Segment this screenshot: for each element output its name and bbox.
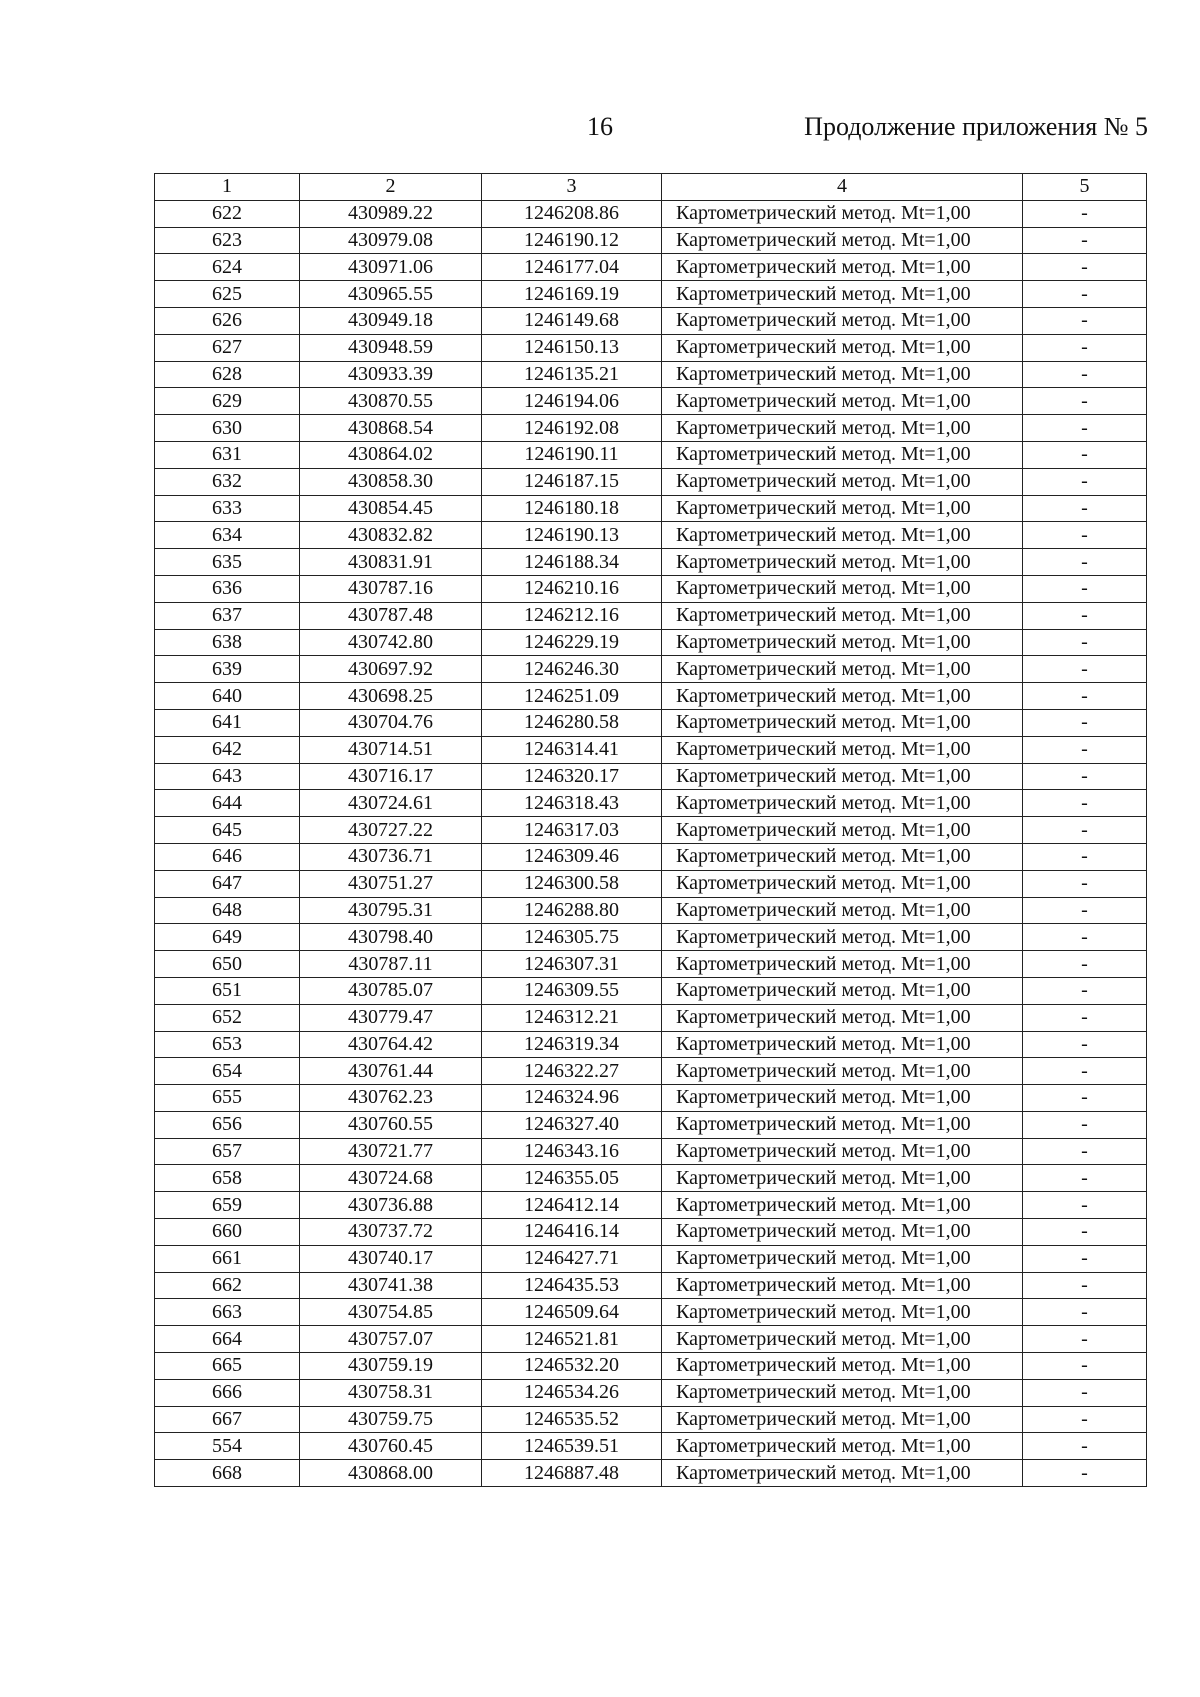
accuracy-note-cell: - [1023, 1353, 1147, 1380]
table-row [155, 870, 1147, 897]
point-number-cell: 634 [155, 522, 300, 549]
x-coordinate-cell: 430741.38 [300, 1272, 482, 1299]
table-row [155, 307, 1147, 334]
x-coordinate-cell: 430697.92 [300, 656, 482, 683]
point-number-cell: 645 [155, 817, 300, 844]
table-row [155, 1299, 1147, 1326]
point-number-cell: 554 [155, 1433, 300, 1460]
y-coordinate-cell: 1246317.03 [482, 817, 662, 844]
x-coordinate-cell: 430949.18 [300, 307, 482, 334]
method-cell: Картометрический метод. Mt=1,00 [662, 575, 1023, 602]
table-row [155, 897, 1147, 924]
method-cell: Картометрический метод. Mt=1,00 [662, 1379, 1023, 1406]
accuracy-note-cell: - [1023, 1138, 1147, 1165]
table-row [155, 1433, 1147, 1460]
method-cell: Картометрический метод. Mt=1,00 [662, 549, 1023, 576]
point-number-cell: 663 [155, 1299, 300, 1326]
method-cell: Картометрический метод. Mt=1,00 [662, 334, 1023, 361]
method-cell: Картометрический метод. Mt=1,00 [662, 1433, 1023, 1460]
point-number-cell: 651 [155, 977, 300, 1004]
accuracy-note-cell: - [1023, 1085, 1147, 1112]
accuracy-note-cell: - [1023, 281, 1147, 308]
method-cell: Картометрический метод. Mt=1,00 [662, 709, 1023, 736]
accuracy-note-cell: - [1023, 977, 1147, 1004]
point-number-cell: 636 [155, 575, 300, 602]
x-coordinate-cell: 430798.40 [300, 924, 482, 951]
y-coordinate-cell: 1246327.40 [482, 1111, 662, 1138]
point-number-cell: 637 [155, 602, 300, 629]
point-number-cell: 627 [155, 334, 300, 361]
y-coordinate-cell: 1246169.19 [482, 281, 662, 308]
method-cell: Картометрический метод. Mt=1,00 [662, 522, 1023, 549]
y-coordinate-cell: 1246320.17 [482, 763, 662, 790]
point-number-cell: 668 [155, 1460, 300, 1487]
accuracy-note-cell: - [1023, 227, 1147, 254]
y-coordinate-cell: 1246188.34 [482, 549, 662, 576]
y-coordinate-cell: 1246177.04 [482, 254, 662, 281]
point-number-cell: 643 [155, 763, 300, 790]
y-coordinate-cell: 1246532.20 [482, 1353, 662, 1380]
table-row [155, 1031, 1147, 1058]
method-cell: Картометрический метод. Mt=1,00 [662, 200, 1023, 227]
column-header: 4 [662, 174, 1023, 201]
method-cell: Картометрический метод. Mt=1,00 [662, 763, 1023, 790]
method-cell: Картометрический метод. Mt=1,00 [662, 1353, 1023, 1380]
method-cell: Картометрический метод. Mt=1,00 [662, 1460, 1023, 1487]
point-number-cell: 662 [155, 1272, 300, 1299]
method-cell: Картометрический метод. Mt=1,00 [662, 977, 1023, 1004]
column-header: 1 [155, 174, 300, 201]
x-coordinate-cell: 430736.88 [300, 1192, 482, 1219]
point-number-cell: 629 [155, 388, 300, 415]
y-coordinate-cell: 1246300.58 [482, 870, 662, 897]
x-coordinate-cell: 430759.75 [300, 1406, 482, 1433]
x-coordinate-cell: 430727.22 [300, 817, 482, 844]
table-row [155, 843, 1147, 870]
accuracy-note-cell: - [1023, 1219, 1147, 1246]
point-number-cell: 659 [155, 1192, 300, 1219]
x-coordinate-cell: 430831.91 [300, 549, 482, 576]
table-header-row [155, 174, 1147, 201]
table-row [155, 361, 1147, 388]
accuracy-note-cell: - [1023, 897, 1147, 924]
accuracy-note-cell: - [1023, 1004, 1147, 1031]
table-row [155, 1165, 1147, 1192]
x-coordinate-cell: 430787.11 [300, 951, 482, 978]
point-number-cell: 625 [155, 281, 300, 308]
x-coordinate-cell: 430971.06 [300, 254, 482, 281]
y-coordinate-cell: 1246210.16 [482, 575, 662, 602]
method-cell: Картометрический метод. Mt=1,00 [662, 1326, 1023, 1353]
table-row [155, 924, 1147, 951]
y-coordinate-cell: 1246318.43 [482, 790, 662, 817]
point-number-cell: 654 [155, 1058, 300, 1085]
accuracy-note-cell: - [1023, 361, 1147, 388]
y-coordinate-cell: 1246192.08 [482, 415, 662, 442]
table-header [155, 174, 1147, 201]
point-number-cell: 640 [155, 683, 300, 710]
accuracy-note-cell: - [1023, 602, 1147, 629]
table-row [155, 736, 1147, 763]
x-coordinate-cell: 430933.39 [300, 361, 482, 388]
point-number-cell: 646 [155, 843, 300, 870]
table-row [155, 1379, 1147, 1406]
table-row [155, 415, 1147, 442]
point-number-cell: 665 [155, 1353, 300, 1380]
y-coordinate-cell: 1246412.14 [482, 1192, 662, 1219]
table-row [155, 200, 1147, 227]
method-cell: Картометрический метод. Mt=1,00 [662, 1004, 1023, 1031]
x-coordinate-cell: 430758.31 [300, 1379, 482, 1406]
x-coordinate-cell: 430785.07 [300, 977, 482, 1004]
method-cell: Картометрический метод. Mt=1,00 [662, 281, 1023, 308]
y-coordinate-cell: 1246135.21 [482, 361, 662, 388]
method-cell: Картометрический метод. Mt=1,00 [662, 1058, 1023, 1085]
table-row [155, 951, 1147, 978]
method-cell: Картометрический метод. Mt=1,00 [662, 683, 1023, 710]
table-row [155, 1111, 1147, 1138]
accuracy-note-cell: - [1023, 388, 1147, 415]
x-coordinate-cell: 430979.08 [300, 227, 482, 254]
method-cell: Картометрический метод. Mt=1,00 [662, 468, 1023, 495]
point-number-cell: 658 [155, 1165, 300, 1192]
method-cell: Картометрический метод. Mt=1,00 [662, 817, 1023, 844]
accuracy-note-cell: - [1023, 1031, 1147, 1058]
y-coordinate-cell: 1246535.52 [482, 1406, 662, 1433]
x-coordinate-cell: 430754.85 [300, 1299, 482, 1326]
accuracy-note-cell: - [1023, 1272, 1147, 1299]
point-number-cell: 664 [155, 1326, 300, 1353]
x-coordinate-cell: 430721.77 [300, 1138, 482, 1165]
method-cell: Картометрический метод. Mt=1,00 [662, 736, 1023, 763]
x-coordinate-cell: 430795.31 [300, 897, 482, 924]
y-coordinate-cell: 1246190.11 [482, 441, 662, 468]
method-cell: Картометрический метод. Mt=1,00 [662, 227, 1023, 254]
y-coordinate-cell: 1246521.81 [482, 1326, 662, 1353]
column-header: 5 [1023, 174, 1147, 201]
page-number: 16 [587, 112, 613, 141]
y-coordinate-cell: 1246229.19 [482, 629, 662, 656]
point-number-cell: 655 [155, 1085, 300, 1112]
accuracy-note-cell: - [1023, 1111, 1147, 1138]
point-number-cell: 635 [155, 549, 300, 576]
accuracy-note-cell: - [1023, 790, 1147, 817]
method-cell: Картометрический метод. Mt=1,00 [662, 441, 1023, 468]
point-number-cell: 653 [155, 1031, 300, 1058]
x-coordinate-cell: 430868.00 [300, 1460, 482, 1487]
method-cell: Картометрический метод. Mt=1,00 [662, 656, 1023, 683]
point-number-cell: 667 [155, 1406, 300, 1433]
y-coordinate-cell: 1246427.71 [482, 1245, 662, 1272]
method-cell: Картометрический метод. Mt=1,00 [662, 629, 1023, 656]
point-number-cell: 633 [155, 495, 300, 522]
method-cell: Картометрический метод. Mt=1,00 [662, 361, 1023, 388]
table-row [155, 709, 1147, 736]
y-coordinate-cell: 1246355.05 [482, 1165, 662, 1192]
point-number-cell: 666 [155, 1379, 300, 1406]
method-cell: Картометрический метод. Mt=1,00 [662, 1245, 1023, 1272]
accuracy-note-cell: - [1023, 629, 1147, 656]
y-coordinate-cell: 1246288.80 [482, 897, 662, 924]
point-number-cell: 648 [155, 897, 300, 924]
x-coordinate-cell: 430832.82 [300, 522, 482, 549]
point-number-cell: 632 [155, 468, 300, 495]
table-row [155, 656, 1147, 683]
y-coordinate-cell: 1246309.46 [482, 843, 662, 870]
y-coordinate-cell: 1246187.15 [482, 468, 662, 495]
x-coordinate-cell: 430948.59 [300, 334, 482, 361]
x-coordinate-cell: 430736.71 [300, 843, 482, 870]
y-coordinate-cell: 1246305.75 [482, 924, 662, 951]
point-number-cell: 650 [155, 951, 300, 978]
x-coordinate-cell: 430698.25 [300, 683, 482, 710]
table-row [155, 1326, 1147, 1353]
accuracy-note-cell: - [1023, 1433, 1147, 1460]
table-row [155, 1272, 1147, 1299]
point-number-cell: 647 [155, 870, 300, 897]
accuracy-note-cell: - [1023, 843, 1147, 870]
x-coordinate-cell: 430989.22 [300, 200, 482, 227]
accuracy-note-cell: - [1023, 1299, 1147, 1326]
y-coordinate-cell: 1246212.16 [482, 602, 662, 629]
method-cell: Картометрический метод. Mt=1,00 [662, 1192, 1023, 1219]
point-number-cell: 642 [155, 736, 300, 763]
column-header: 3 [482, 174, 662, 201]
method-cell: Картометрический метод. Mt=1,00 [662, 843, 1023, 870]
table-row [155, 281, 1147, 308]
method-cell: Картометрический метод. Mt=1,00 [662, 254, 1023, 281]
method-cell: Картометрический метод. Mt=1,00 [662, 1085, 1023, 1112]
table-row [155, 683, 1147, 710]
x-coordinate-cell: 430779.47 [300, 1004, 482, 1031]
x-coordinate-cell: 430761.44 [300, 1058, 482, 1085]
accuracy-note-cell: - [1023, 1245, 1147, 1272]
x-coordinate-cell: 430870.55 [300, 388, 482, 415]
table-row [155, 549, 1147, 576]
point-number-cell: 626 [155, 307, 300, 334]
x-coordinate-cell: 430757.07 [300, 1326, 482, 1353]
point-number-cell: 622 [155, 200, 300, 227]
x-coordinate-cell: 430724.61 [300, 790, 482, 817]
accuracy-note-cell: - [1023, 683, 1147, 710]
y-coordinate-cell: 1246324.96 [482, 1085, 662, 1112]
y-coordinate-cell: 1246190.12 [482, 227, 662, 254]
table-row [155, 495, 1147, 522]
x-coordinate-cell: 430704.76 [300, 709, 482, 736]
accuracy-note-cell: - [1023, 1192, 1147, 1219]
method-cell: Картометрический метод. Mt=1,00 [662, 1219, 1023, 1246]
accuracy-note-cell: - [1023, 817, 1147, 844]
point-number-cell: 624 [155, 254, 300, 281]
point-number-cell: 644 [155, 790, 300, 817]
x-coordinate-cell: 430724.68 [300, 1165, 482, 1192]
accuracy-note-cell: - [1023, 415, 1147, 442]
x-coordinate-cell: 430740.17 [300, 1245, 482, 1272]
table-row [155, 388, 1147, 415]
y-coordinate-cell: 1246194.06 [482, 388, 662, 415]
x-coordinate-cell: 430737.72 [300, 1219, 482, 1246]
y-coordinate-cell: 1246312.21 [482, 1004, 662, 1031]
accuracy-note-cell: - [1023, 468, 1147, 495]
accuracy-note-cell: - [1023, 924, 1147, 951]
method-cell: Картометрический метод. Mt=1,00 [662, 415, 1023, 442]
y-coordinate-cell: 1246435.53 [482, 1272, 662, 1299]
y-coordinate-cell: 1246307.31 [482, 951, 662, 978]
column-header: 2 [300, 174, 482, 201]
table-row [155, 1085, 1147, 1112]
accuracy-note-cell: - [1023, 1406, 1147, 1433]
accuracy-note-cell: - [1023, 763, 1147, 790]
table-row [155, 763, 1147, 790]
accuracy-note-cell: - [1023, 441, 1147, 468]
table-row [155, 1245, 1147, 1272]
x-coordinate-cell: 430764.42 [300, 1031, 482, 1058]
coordinates-table [154, 173, 1147, 1487]
point-number-cell: 628 [155, 361, 300, 388]
point-number-cell: 660 [155, 1219, 300, 1246]
method-cell: Картометрический метод. Mt=1,00 [662, 1406, 1023, 1433]
y-coordinate-cell: 1246534.26 [482, 1379, 662, 1406]
x-coordinate-cell: 430965.55 [300, 281, 482, 308]
point-number-cell: 649 [155, 924, 300, 951]
table-row [155, 1406, 1147, 1433]
x-coordinate-cell: 430858.30 [300, 468, 482, 495]
y-coordinate-cell: 1246149.68 [482, 307, 662, 334]
x-coordinate-cell: 430854.45 [300, 495, 482, 522]
table-row [155, 1460, 1147, 1487]
point-number-cell: 638 [155, 629, 300, 656]
method-cell: Картометрический метод. Mt=1,00 [662, 924, 1023, 951]
x-coordinate-cell: 430787.16 [300, 575, 482, 602]
accuracy-note-cell: - [1023, 951, 1147, 978]
accuracy-note-cell: - [1023, 709, 1147, 736]
method-cell: Картометрический метод. Mt=1,00 [662, 1111, 1023, 1138]
method-cell: Картометрический метод. Mt=1,00 [662, 951, 1023, 978]
x-coordinate-cell: 430760.45 [300, 1433, 482, 1460]
y-coordinate-cell: 1246246.30 [482, 656, 662, 683]
table-row [155, 575, 1147, 602]
y-coordinate-cell: 1246343.16 [482, 1138, 662, 1165]
table-row [155, 468, 1147, 495]
accuracy-note-cell: - [1023, 1058, 1147, 1085]
y-coordinate-cell: 1246309.55 [482, 977, 662, 1004]
x-coordinate-cell: 430742.80 [300, 629, 482, 656]
method-cell: Картометрический метод. Mt=1,00 [662, 1138, 1023, 1165]
accuracy-note-cell: - [1023, 1379, 1147, 1406]
accuracy-note-cell: - [1023, 1326, 1147, 1353]
method-cell: Картометрический метод. Mt=1,00 [662, 388, 1023, 415]
y-coordinate-cell: 1246280.58 [482, 709, 662, 736]
x-coordinate-cell: 430760.55 [300, 1111, 482, 1138]
point-number-cell: 630 [155, 415, 300, 442]
accuracy-note-cell: - [1023, 1460, 1147, 1487]
y-coordinate-cell: 1246887.48 [482, 1460, 662, 1487]
y-coordinate-cell: 1246509.64 [482, 1299, 662, 1326]
point-number-cell: 631 [155, 441, 300, 468]
method-cell: Картометрический метод. Mt=1,00 [662, 1299, 1023, 1326]
point-number-cell: 623 [155, 227, 300, 254]
y-coordinate-cell: 1246180.18 [482, 495, 662, 522]
y-coordinate-cell: 1246150.13 [482, 334, 662, 361]
y-coordinate-cell: 1246190.13 [482, 522, 662, 549]
x-coordinate-cell: 430714.51 [300, 736, 482, 763]
accuracy-note-cell: - [1023, 200, 1147, 227]
table-row [155, 629, 1147, 656]
x-coordinate-cell: 430751.27 [300, 870, 482, 897]
table-row [155, 817, 1147, 844]
table-row [155, 602, 1147, 629]
method-cell: Картометрический метод. Mt=1,00 [662, 602, 1023, 629]
table-row [155, 254, 1147, 281]
method-cell: Картометрический метод. Mt=1,00 [662, 1031, 1023, 1058]
table-row [155, 790, 1147, 817]
appendix-title: Продолжение приложения № 5 [804, 112, 1148, 141]
accuracy-note-cell: - [1023, 549, 1147, 576]
table-row [155, 977, 1147, 1004]
x-coordinate-cell: 430868.54 [300, 415, 482, 442]
accuracy-note-cell: - [1023, 1165, 1147, 1192]
accuracy-note-cell: - [1023, 495, 1147, 522]
method-cell: Картометрический метод. Mt=1,00 [662, 495, 1023, 522]
accuracy-note-cell: - [1023, 334, 1147, 361]
accuracy-note-cell: - [1023, 522, 1147, 549]
table-row [155, 1058, 1147, 1085]
x-coordinate-cell: 430864.02 [300, 441, 482, 468]
method-cell: Картометрический метод. Mt=1,00 [662, 870, 1023, 897]
x-coordinate-cell: 430716.17 [300, 763, 482, 790]
table-row [155, 334, 1147, 361]
accuracy-note-cell: - [1023, 307, 1147, 334]
method-cell: Картометрический метод. Mt=1,00 [662, 1272, 1023, 1299]
point-number-cell: 639 [155, 656, 300, 683]
accuracy-note-cell: - [1023, 870, 1147, 897]
y-coordinate-cell: 1246416.14 [482, 1219, 662, 1246]
y-coordinate-cell: 1246208.86 [482, 200, 662, 227]
table-row [155, 1138, 1147, 1165]
table-row [155, 227, 1147, 254]
y-coordinate-cell: 1246539.51 [482, 1433, 662, 1460]
method-cell: Картометрический метод. Mt=1,00 [662, 1165, 1023, 1192]
table-row [155, 1004, 1147, 1031]
point-number-cell: 657 [155, 1138, 300, 1165]
accuracy-note-cell: - [1023, 254, 1147, 281]
method-cell: Картометрический метод. Mt=1,00 [662, 897, 1023, 924]
accuracy-note-cell: - [1023, 656, 1147, 683]
y-coordinate-cell: 1246314.41 [482, 736, 662, 763]
table-row [155, 1192, 1147, 1219]
y-coordinate-cell: 1246322.27 [482, 1058, 662, 1085]
table-body [155, 200, 1147, 1486]
table-row [155, 522, 1147, 549]
x-coordinate-cell: 430762.23 [300, 1085, 482, 1112]
point-number-cell: 661 [155, 1245, 300, 1272]
table-row [155, 1219, 1147, 1246]
point-number-cell: 656 [155, 1111, 300, 1138]
y-coordinate-cell: 1246319.34 [482, 1031, 662, 1058]
point-number-cell: 652 [155, 1004, 300, 1031]
table-row [155, 1353, 1147, 1380]
table-row [155, 441, 1147, 468]
method-cell: Картометрический метод. Mt=1,00 [662, 307, 1023, 334]
y-coordinate-cell: 1246251.09 [482, 683, 662, 710]
point-number-cell: 641 [155, 709, 300, 736]
accuracy-note-cell: - [1023, 736, 1147, 763]
x-coordinate-cell: 430759.19 [300, 1353, 482, 1380]
method-cell: Картометрический метод. Mt=1,00 [662, 790, 1023, 817]
accuracy-note-cell: - [1023, 575, 1147, 602]
x-coordinate-cell: 430787.48 [300, 602, 482, 629]
